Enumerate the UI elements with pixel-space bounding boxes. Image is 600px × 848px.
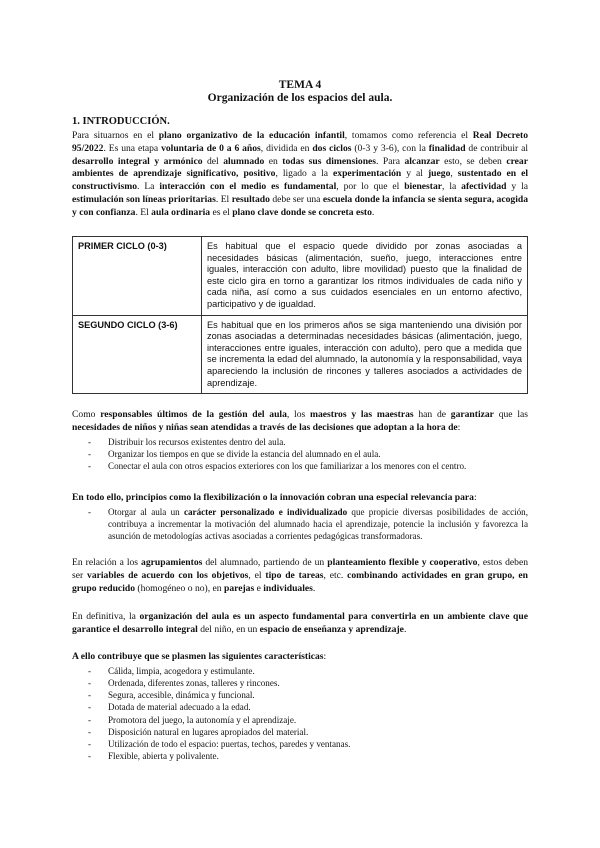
responsibles-list [72,436,528,473]
list-item: - Promotora del juego, la autonomía y el aprendizaje. [72,714,528,726]
groupings-paragraph: En relación a los agrupamientos del alumnado, partiendo de un planteamiento flexible y cooperativo, estos deben ser variables de acuerdo con los objetivos, el tipo de tareas, etc. combinando actividades en gran grupo, en grupo reducido (homogéneo o no), en parejas e individuales. [72,557,528,594]
conclusion-paragraph: En definitiva, la organización del aula es un aspecto fundamental para convertirla en un ambiente clave que garantice el desarrollo integral del niño, en un espacio de enseñanza y aprendizaje. [72,611,528,635]
list-item: - Flexible, abierta y polivalente. [72,750,528,762]
characteristics-paragraph: A ello contribuye que se plasmen las siguientes características: [72,651,327,662]
table-row [73,237,528,316]
list-item: - Ordenada, diferentes zonas, talleres y rincones. [72,677,528,689]
page-title: Organización de los espacios del aula. [207,92,393,104]
list-item: - Conectar el aula con otros espacios exteriores con los que familiarizar a los menores con el centro. [72,460,528,472]
principles-list [72,506,528,543]
first-cycle-description: Es habitual que el espacio quede dividido por zonas asociadas a necesidades básicas (alimentación, sueño, juego, interacciones entre iguales, interacción con adulto, libre movilidad) puesto que la finalidad de este ciclo gira en torno a garantizar los ritmos individuales de cada niño y cada niña, así como a sus cuidados esenciales en un entorno afectivo, participativo y de igualdad. [202,237,528,316]
list-item: - Cálida, limpia, acogedora y estimulante. [72,665,528,677]
section-heading: 1. INTRODUCCIÓN. [72,116,170,127]
list-item: - Segura, accesible, dinámica y funcional. [72,689,528,701]
responsibles-block [72,409,528,472]
list-item: - Disposición natural en lugares apropiados del material. [72,726,528,738]
list-item: - Distribuir los recursos existentes dentro del aula. [72,436,528,448]
first-cycle-label: PRIMER CICLO (0-3) [73,237,202,316]
principles-paragraph: En todo ello, principios como la flexibilización o la innovación cobran una especial relevancia para: [72,492,477,503]
principles-block [72,492,528,542]
second-cycle-label: SEGUNDO CICLO (3-6) [73,315,202,394]
list-item: - Dotada de material adecuado a la edad. [72,701,528,713]
second-cycle-description: Es habitual que en los primeros años se siga manteniendo una división por zonas asociadas a determinadas necesidades básicas (alimentación, juego, interacciones entre iguales, interacción con adulto), pero que a medida que se incrementa la edad del alumnado, la autonomía y la responsabilidad, vaya apareciendo la inclusión de rincones y talleres asociados a actividades de aprendizaje. [202,315,528,394]
cycles-table [72,236,528,394]
characteristics-block [72,651,528,762]
table-row [73,315,528,394]
characteristics-list [72,665,528,763]
intro-paragraph: Para situarnos en el plano organizativo de la educación infantil, tomamos como referencia el Real Decreto 95/2022. Es una etapa voluntaria de 0 a 6 años, dividida en dos ciclos (0-3 y 3-6), con la finalidad de contribuir al desarrollo integral y armónico del alumnado en todas sus dimensiones. Para alcanzar esto, se deben crear ambientes de aprendizaje significativo, positivo, ligado a la experimentación y al juego, sustentado en el constructivismo. La interacción con el medio es fundamental, por lo que el bienestar, la afectividad y la estimulación son líneas prioritarias. El resultado debe ser una escuela donde la infancia se sienta segura, acogida y con confianza. El aula ordinaria es el plano clave donde se concreta esto. [72,130,529,218]
topic-number: TEMA 4 [278,79,322,91]
responsibles-paragraph: Como responsables últimos de la gestión del aula, los maestros y las maestras han de garantizar que las necesidades de niños y niñas sean atendidas a través de las decisiones que adoptan a la hora de: [72,409,528,433]
list-item: - Utilización de todo el espacio: puertas, techos, paredes y ventanas. [72,738,528,750]
list-item: - Otorgar al aula un carácter personalizado e individualizado que propicie diversas posibilidades de acción, contribuya a incrementar la motivación del alumnado hacia el aprendizaje, potencie la inclusión y favorezca la asunción de metodologías activas asociadas a corrientes pedagógicas transformadoras. [72,506,528,543]
list-item: - Organizar los tiempos en que se divide la estancia del alumnado en el aula. [72,448,528,460]
